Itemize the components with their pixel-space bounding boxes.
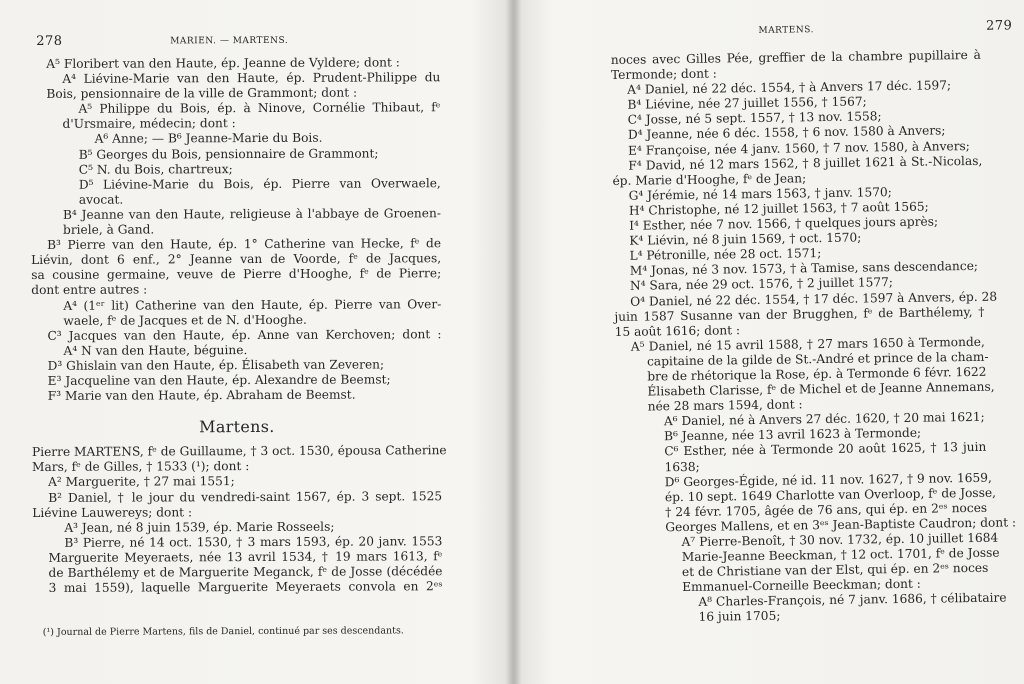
text-line: A⁵ Philippe du Bois, ép. à Ninove, Cornélie Thibaut, fᵉ — [78, 100, 441, 117]
text-line: A⁴ N van den Haute, béguine. — [63, 342, 248, 358]
text-line: A⁵ Daniel, né 15 avril 1588, † 27 mars 1650 à Termonde, — [630, 334, 985, 354]
text-line: B³ Pierre, né 14 oct. 1530, † 3 mars 1593, ép. 20 janv. 1553 — [64, 534, 443, 550]
text-line: avocat. — [78, 192, 124, 207]
text-line: H⁴ Christophe, né 12 juillet 1563, † 7 août 1565; — [628, 199, 929, 218]
text-line: N⁴ Sara, née 29 oct. 1576, † 2 juillet 1577; — [629, 275, 894, 294]
text-line: F³ Marie van den Haute, ép. Abraham de Beemst. — [47, 387, 356, 403]
text-line: d'Ursmaire, médecin; dont : — [62, 116, 236, 132]
text-line: F⁴ David, né 12 mars 1562, † 8 juillet 1621 à St.-Nicolas, — [628, 153, 983, 173]
text-line: A³ Jean, né 8 juin 1539, ép. Marie Rosseels; — [64, 519, 335, 535]
text-line: M⁴ Jonas, né 3 nov. 1573, † à Tamise, sans descendance; — [629, 259, 979, 279]
text-line: Marie-Jeanne Beeckman, † 12 oct. 1701, fᵉ de Josse — [681, 545, 1000, 565]
text-line: Pierre MARTENS, fᵉ de Guillaume, † 3 oct. 1530, épousa Catherine — [31, 443, 447, 460]
text-line: A² Marguerite, † 27 mai 1551; — [48, 474, 235, 490]
right-page-number: 279 — [985, 18, 1013, 34]
left-page-number: 278 — [36, 33, 63, 49]
text-line: Élisabeth Clarisse, fᵉ de Michel et de Jeanne Annemans, — [647, 379, 995, 399]
text-line: 3 mai 1559), laquelle Marguerite Meyeraets convola en 2ᵉˢ — [48, 579, 443, 596]
text-line: de Barthélemy et de Marguerite Meganck, fᵉ de Josse (décédée — [48, 564, 443, 580]
left-running-head: MARIEN. — MARTENS. — [170, 35, 289, 47]
text-line: et de Christiane van der Elst, qui ép. en 2ᵉˢ noces — [681, 560, 989, 580]
text-line: D³ Ghislain van den Haute, ép. Élisabeth van Zeveren; — [47, 357, 385, 373]
text-line: C⁵ N. du Bois, chartreux; — [78, 161, 233, 177]
text-line: bre de rhétorique la Rose, ép. à Termonde 6 févr. 1622 — [647, 364, 987, 384]
text-line: I⁴ Esther, née 7 nov. 1566, † quelques jours après; — [629, 214, 939, 233]
text-line: C³ Jacques van den Haute, ép. Anne van Kerchoven; dont : — [47, 326, 442, 343]
text-line: Marguerite Meyeraets, née 13 avril 1534, † 19 mars 1613, fᵉ — [48, 549, 443, 565]
text-line: † 24 févr. 1705, âgée de 76 ans, qui ép. en 2ᵉˢ noces — [665, 500, 988, 520]
text-line: A⁸ Charles-François, né 7 janv. 1686, † célibataire — [698, 590, 1007, 610]
text-line: B² Daniel, † le jour du vendredi-saint 1567, ép. 3 sept. 1525 — [48, 488, 443, 505]
text-line: ép. 10 sept. 1649 Charlotte van Overloop, fᵉ de Josse, — [664, 485, 997, 504]
text-line: A⁶ Daniel, né à Anvers 27 déc. 1620, † 20 mai 1621; — [663, 410, 985, 429]
text-line: B⁴ Jeanne van den Haute, religieuse à l'abbaye de Groenen- — [62, 206, 441, 222]
text-line: L⁴ Pétronille, née 28 oct. 1571; — [629, 246, 822, 263]
left-page-text — [30, 55, 447, 596]
text-line: B⁵ Georges du Bois, pensionnaire de Grammont; — [78, 146, 379, 162]
text-line: K⁴ Liévin, né 8 juin 1569, † oct. 1570; — [629, 230, 862, 248]
text-line: D⁴ Jeanne, née 6 déc. 1558, † 6 nov. 1580 à Anvers; — [627, 123, 946, 143]
text-line: A⁴ Liévine-Marie van den Haute, ép. Prudent-Philippe du — [62, 70, 441, 86]
text-line: O⁴ Daniel, né 22 déc. 1554, † 17 déc. 1597 à Anvers, ép. 28 — [630, 289, 998, 309]
text-line: D⁵ Liévine-Marie du Bois, ép. Pierre van Overwaele, — [78, 175, 441, 192]
text-line: 15 août 1616; dont : — [614, 322, 741, 339]
right-page-text — [610, 47, 1017, 627]
text-line: noces avec Gilles Pée, greffier de la chambre pupillaire à — [610, 47, 981, 67]
text-line: G⁴ Jérémie, né 14 mars 1563, † janv. 1570; — [628, 184, 892, 203]
text-line: Bois, pensionnaire de la ville de Grammont; dont : — [46, 85, 358, 102]
text-line: 16 juin 1705; — [698, 609, 781, 625]
text-line: Liévine Lauwereys; dont : — [32, 504, 193, 520]
footnote: (¹) Journal de Pierre Martens, fils de Daniel, continué par ses descendants. — [42, 625, 404, 638]
text-line: A⁷ Pierre-Benoît, † 30 nov. 1732, ép. 10 juillet 1684 — [681, 530, 999, 550]
text-line: Mars, fᵉ de Gilles, † 1533 (¹); dont : — [32, 459, 250, 475]
text-line: E⁴ Françoise, née 4 janv. 1560, † 7 nov. 1580, à Anvers; — [628, 138, 970, 158]
text-line: D⁶ Georges-Égide, né id. 11 nov. 1627, † 9 nov. 1659, — [664, 470, 992, 489]
text-line: C⁶ Esther, née à Termonde 20 août 1625, † 13 juin — [664, 440, 987, 459]
left-running-header — [30, 0, 440, 49]
text-line: dont entre autres : — [31, 282, 148, 298]
text-line: A⁴ Daniel, né 22 déc. 1554, † à Anvers 17 déc. 1597; — [627, 78, 952, 97]
text-line: briele, à Gand. — [62, 222, 155, 237]
text-line: A⁵ Floribert van den Haute, ép. Jeanne de Vyldere; dont : — [46, 55, 400, 71]
text-line: 1638; — [664, 459, 700, 474]
text-line: E³ Jacqueline van den Haute, ép. Alexandre de Beemst; — [47, 372, 391, 388]
text-line: C⁴ Josse, né 5 sept. 1557, † 13 nov. 1558; — [627, 109, 882, 128]
text-line: Liévin, dont 6 enf., 2° Jeanne van de Voorde, fᵉ de Jacques, — [31, 251, 442, 268]
text-line: B³ Pierre van den Haute, ép. 1° Catherine van Hecke, fᵉ de — [47, 236, 442, 253]
text-line: Emmanuel-Corneille Beeckman; dont : — [682, 576, 921, 595]
text-line: A⁶ Anne; — B⁶ Jeanne-Marie du Bois. — [94, 131, 323, 147]
text-line: sa cousine germaine, veuve de Pierre d'Hooghe, fᵉ de Pierre; — [31, 266, 442, 283]
text-line: née 28 mars 1594, dont : — [647, 397, 803, 414]
text-line: juin 1587 Susanne van der Brugghen, fᵉ de Barthélemy, † — [614, 304, 985, 324]
right-page — [610, 0, 1017, 684]
right-running-head: MARTENS. — [758, 25, 815, 36]
text-line: A⁴ (1ᵉʳ lit) Catherine van den Haute, ép. Pierre van Over- — [63, 296, 442, 313]
book-gutter — [505, 0, 521, 684]
text-line: B⁴ Liévine, née 27 juillet 1556, † 1567; — [627, 94, 867, 113]
text-line: waele, fᵉ de Jacques et de N. d'Hooghe. — [63, 312, 307, 328]
text-line: Termonde; dont : — [610, 66, 717, 83]
left-page — [30, 0, 447, 684]
text-line: ép. Marie d'Hooghe, fᵉ de Jean; — [612, 171, 807, 188]
section-heading: Martens. — [199, 417, 275, 437]
text-line: capitaine de la gilde de St.-André et prince de la cham- — [646, 349, 989, 369]
text-line: Georges Mallens, et en 3ᵉˢ Jean-Baptiste Caudron; dont : — [665, 515, 1017, 535]
right-running-header — [610, 0, 1013, 36]
text-line: B⁶ Jeanne, née 13 avril 1623 à Termonde; — [664, 426, 922, 444]
